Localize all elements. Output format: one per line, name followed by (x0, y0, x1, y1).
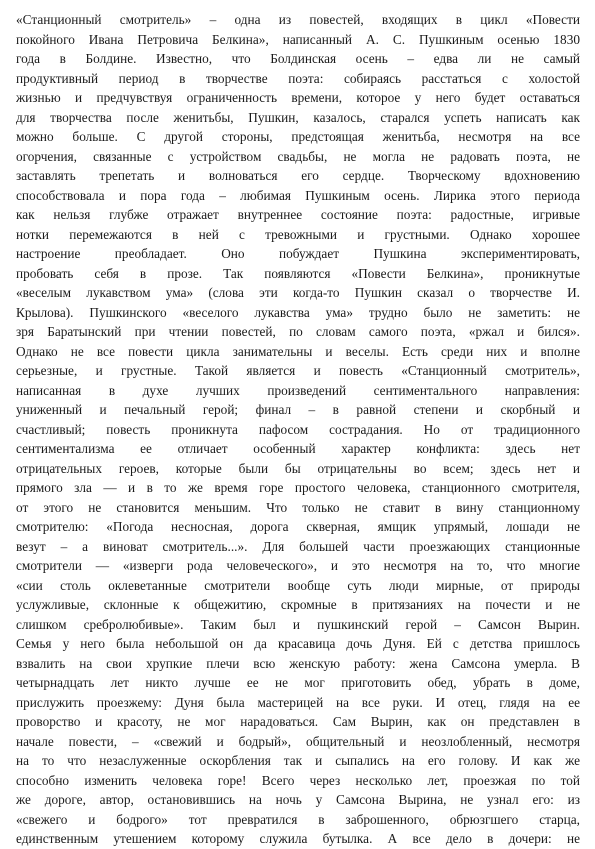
text-line: можно больше. С другой стороны, предстоящая женитьба, несмотря на все (16, 129, 580, 144)
text-line: сентиментализма ее отличает особенный характер конфликта: здесь нет (16, 441, 580, 456)
text-line: проворство и красоту, не мог нарадоваться. Сам Вырин, как он представлен в (16, 714, 580, 729)
text-line: написанная в духе лучших произведений сентиментального направления: (16, 382, 580, 398)
text-line: для творчества после женитьбы, Пушкин, казалось, старался успеть написать как (16, 109, 580, 125)
text-line: прямого зла — и в то же время горе простого человека, станционного смотрителя, (16, 480, 580, 495)
text-line: смотрители — «изверги рода человеческого», и это несмотря на то, что многие (16, 558, 580, 573)
text-line: услужливые, склонные к общежитию, скромные в притязаниях на почести и не (16, 597, 580, 612)
text-line: Крылова). Пушкинского «веселого лукавства ума» трудно было не заметить: не (16, 304, 580, 320)
text-line: серьезные, и грустные. Такой является и повесть «Станционный смотритель», (16, 363, 580, 378)
text-line: настроение преобладает. Оно побуждает Пушкина экспериментировать, (16, 246, 580, 261)
text-line: счастливый; повесть проникнута пафосом сострадания. Но от традиционного (16, 421, 580, 437)
text-line: способно изменить человека горе! Всего через несколько лет, проезжая по той (16, 772, 580, 788)
text-line: нотки перемежаются в ней с тревожными и грустными. Однако хорошее (16, 226, 580, 242)
text-line: продуктивный период в творчестве поэта: собираясь расстаться с холостой (16, 70, 580, 86)
text-line: везут – а виноват смотритель...». Для большей части проезжающих станционные (16, 538, 580, 554)
text-line: «свежего и бодрого» тот превратился в заброшенного, обрюзгшего старца, (16, 811, 580, 827)
text-line: смотрителю: «Погода несносная, дорога скверная, ямщик упрямый, лошади не (16, 519, 580, 534)
text-line: взвалить на свои хрупкие плечи всю женскую работу: жена Самсона умерла. В (16, 655, 580, 671)
text-line: огорчения, связанные с устройством свадьбы, не могла не радовать поэта, не (16, 148, 580, 164)
text-line: жизнью и предчувствуя ограниченность времени, которое у него будет оставаться (16, 90, 580, 105)
document-text (16, 10, 580, 849)
text-line: пробовать себя в прозе. Так появляются «Повести Белкина», проникнутые (16, 265, 580, 281)
text-line: Семья у него была небольшой он да красавица дочь Дуня. Ей с детства пришлось (16, 636, 580, 651)
text-line: слишком сребролюбивые». Таким был и пушкинский герой – Самсон Вырин. (16, 616, 580, 632)
text-line: «веселым лукавством ума» (слова эти когда-то Пушкин сказал о творчестве И. (16, 285, 580, 300)
text-line: униженный и печальный герой; финал – в равной степени и скорбный и (16, 402, 580, 417)
text-line: как нельзя глубже отражает внутреннее состояние поэта: радостные, игривые (16, 207, 580, 222)
text-line: «сии столь оклеветанные смотрители вообще суть люди мирные, от природы (16, 577, 580, 593)
text-line: года в Болдине. Известно, что Болдинская осень – едва ли не самый (16, 51, 580, 66)
text-line: зря Баратынский при чтении повестей, по словам самого поэта, «ржал и бился». (16, 324, 580, 339)
text-line: Однако не все повести цикла занимательны и веселы. Есть среди них и вполне (16, 343, 580, 359)
text-line: заставлять трепетать и волноваться его сердце. Творческому вдохновению (16, 168, 580, 183)
text-line: же дороге, автор, остановившись на ночь у Самсона Вырина, не узнал его: из (16, 792, 580, 807)
text-line: на то что незаслуженные оскорбления так и сыпались на его голову. И как же (16, 753, 580, 768)
text-line: способствовала и пора года – любимая Пушкиным осень. Лирика этого периода (16, 187, 580, 203)
text-line: прислужить проезжему: Дуня была мастерицей на все руки. И отец, глядя на ее (16, 694, 580, 710)
text-line: отрицательных героев, которые были бы отрицательны во всем; здесь нет и (16, 460, 580, 476)
text-line: покойного Ивана Петровича Белкина», написанный А. С. Пушкиным осенью 1830 (16, 31, 580, 47)
text-line: единственным утешением которому служила бутылка. А все дело в дочери: не (16, 831, 580, 846)
text-line: четырнадцать лет никто лучше ее не мог приготовить обед, убрать в доме, (16, 675, 580, 690)
text-line: «Станционный смотритель» – одна из повестей, входящих в цикл «Повести (16, 12, 580, 27)
text-line: начале повести, – «свежий и бодрый», общительный и неозлобленный, несмотря (16, 733, 580, 749)
text-line: от этого не становится меньшим. Что только не ставит в вину станционному (16, 499, 580, 515)
